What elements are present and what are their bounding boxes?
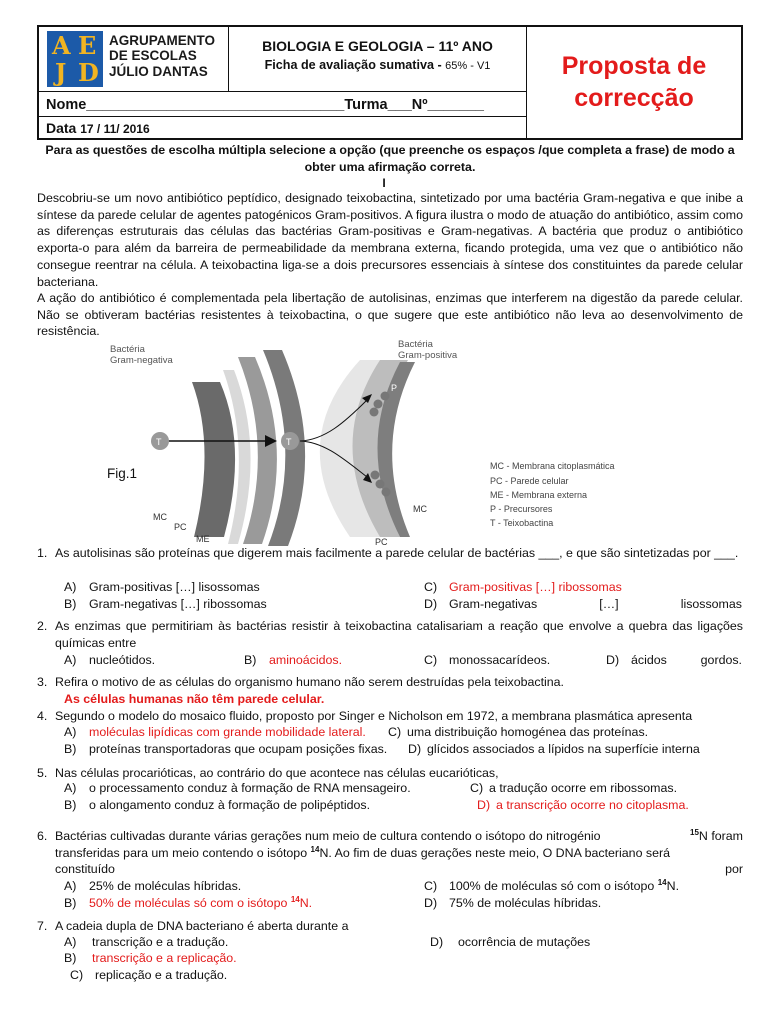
left-title-1: Bactéria xyxy=(110,344,145,355)
q4-number: 4. xyxy=(37,709,48,723)
question-6 xyxy=(37,828,743,878)
q1-option-a: A) Gram-positivas […] lisossomas xyxy=(64,580,260,594)
pc-label-left: PC xyxy=(174,522,187,532)
mc-label-right: MC xyxy=(413,504,427,514)
q2-option-b: B) aminoácidos. xyxy=(244,653,343,667)
q3-answer: As células humanas não têm parede celular. xyxy=(64,692,325,706)
q5-option-d: D) a transcrição ocorre no citoplasma. xyxy=(477,798,689,812)
logo-letter-d: D xyxy=(78,58,99,87)
question-3 xyxy=(37,674,743,691)
proposta-title: Proposta de correcção xyxy=(561,52,707,112)
header-box xyxy=(37,25,743,140)
mc-layer-left xyxy=(192,382,235,537)
date-field: Data 17 / 11/ 2016 xyxy=(39,117,527,138)
q5-option-b: B) o alongamento conduz à formação de polipéptidos. xyxy=(64,798,371,812)
figure-teixobactina xyxy=(110,332,670,547)
q6-text: Bactérias cultivadas durante várias gerações num meio de cultura contendo o isótopo do nitrogénio $^{15}$N foram transferidas para um meio contendo o isótopo $^{14}$N. Ao fim de duas gerações neste meio, O DNA bacteriano será constituído por xyxy=(55,827,743,877)
q6-option-d: D) 75% de moléculas híbridas. xyxy=(424,896,602,910)
figure-legend xyxy=(490,461,615,528)
question-1 xyxy=(37,545,743,562)
school-logo xyxy=(47,31,103,87)
pc-label-right: PC xyxy=(375,537,388,547)
q4-option-a: A) moléculas lipídicas com grande mobilidade lateral. xyxy=(64,725,366,739)
mc-label-left: MC xyxy=(153,512,167,522)
logo-letter-e: E xyxy=(78,31,97,60)
q2-option-a: A) nucleótidos. xyxy=(64,653,156,667)
q1-answer-c: Gram-positivas […] ribossomas xyxy=(449,580,622,594)
q4-option-c: C) uma distribuição homogénea das proteínas. xyxy=(388,725,649,739)
q5-answer-d: a transcrição ocorre no citoplasma. xyxy=(496,798,689,812)
legend-p: P - Precursores xyxy=(490,504,553,514)
p-label-bottom: P xyxy=(397,482,404,492)
logo-letter-j: J xyxy=(55,58,67,87)
q2-answer-b: aminoácidos. xyxy=(269,653,343,667)
school-logo-cell xyxy=(39,27,229,92)
form-title: Ficha de avaliação sumativa - 65% - V1 xyxy=(264,58,491,73)
q1-option-d: D) Gram-negativas […] lisossomas xyxy=(424,597,742,611)
q5-option-a: A) o processamento conduz à formação de RNA mensageiro. xyxy=(64,781,411,795)
q4-text: Segundo o modelo do mosaico fluido, proposto por Singer e Nicholson em 1972, a membrana plasmática apresenta xyxy=(55,709,693,723)
figure-label: Fig.1 xyxy=(107,466,138,481)
q7-number: 7. xyxy=(37,919,48,933)
q4-option-b: B) proteínas transportadoras que ocupam posições fixas. xyxy=(64,742,388,756)
q6-number: 6. xyxy=(37,829,48,843)
t-label-left: T xyxy=(156,437,162,447)
right-title-1: Bactéria xyxy=(398,339,433,350)
q2-option-c: C) monossacarídeos. xyxy=(424,653,551,667)
school-name: AGRUPAMENTO DE ESCOLAS JÚLIO DANTAS xyxy=(109,33,216,79)
q1-option-b: B) Gram-negativas […] ribossomas xyxy=(64,597,267,611)
intro-paragraph-1: Descobriu-se um novo antibiótico peptídico, designado teixobactina, sintetizado por uma bactéria Gram-negativa e que inibe a síntese da parede celular de agentes patogénicos Gram-positivos. A figura ilustra o modo de atuação do antibiótico, assim como as diferenças estruturais das células das bactérias Gram-positivas e Gram-negativas. A bactéria que produz o antibiótico exporta-o para além da barreira de permeabilidade da membrana externa, ficando protegida, uma vez que o antibiótico não consegue reentrar na célula. A teixobactina liga-se a dois precursores essenciais à síntese dos constituintes da parede celular bacteriana. xyxy=(37,191,743,289)
gram-positive-cell xyxy=(320,360,415,537)
q7-option-d: D) ocorrência de mutações xyxy=(430,935,591,949)
q5-number: 5. xyxy=(37,766,48,780)
group-numeral: I xyxy=(382,176,386,190)
subject-title: BIOLOGIA E GEOLOGIA – 11º ANO xyxy=(262,38,493,54)
q1-option-c: C) Gram-positivas […] ribossomas xyxy=(424,580,622,594)
q7-option-c: C) replicação e a tradução. xyxy=(70,968,228,982)
q1-number: 1. xyxy=(37,546,48,560)
legend-t: T - Teixobactina xyxy=(490,518,554,528)
q7-text: A cadeia dupla de DNA bacteriano é aberta durante a xyxy=(55,919,349,933)
name-field: Nome________________________________Turma___Nº_______ xyxy=(39,92,527,117)
q3-number: 3. xyxy=(37,675,48,689)
q6-option-c: C) 100% de moléculas só com o isótopo $^{14}$N. xyxy=(424,877,680,893)
me-label-left: ME xyxy=(196,534,210,544)
q3-text: Refira o motivo de as células do organismo humano não serem destruídas pela teixobactina. xyxy=(55,675,564,689)
q1-text: As autolisinas são proteínas que digerem mais facilmente a parede celular de bactérias ___, e que são sintetizadas por ___. xyxy=(55,546,739,560)
left-title-2: Gram-negativa xyxy=(110,355,173,366)
question-2 xyxy=(37,618,743,651)
q5-text: Nas células procarióticas, ao contrário do que acontece nas células eucarióticas, xyxy=(55,766,499,780)
legend-me: ME - Membrana externa xyxy=(490,490,588,500)
q2-number: 2. xyxy=(37,619,48,633)
right-title-2: Gram-positiva xyxy=(398,350,458,361)
q2-option-d: D) ácidos gordos. xyxy=(606,653,742,667)
q4-answer-a: moléculas lipídicas com grande mobilidade lateral. xyxy=(89,725,366,739)
q7-option-b: B) transcrição e a replicação. xyxy=(64,951,237,965)
q6-option-b: B) 50% de moléculas só com o isótopo $^{14}$N. xyxy=(64,894,313,910)
t-label-right: T xyxy=(286,437,292,447)
legend-mc: MC - Membrana citoplasmática xyxy=(490,461,615,471)
q2-text: As enzimas que permitiriam às bactérias resistir à teixobactina catalisariam a reação que envolve a quebra das ligações químicas entre xyxy=(55,619,743,650)
q4-option-d: D) glícidos associados a lípidos na superfície interna xyxy=(408,742,700,756)
p-label-top: P xyxy=(391,383,398,393)
intro-paragraph-2: A ação do antibiótico é complementada pela libertação de autolisinas, enzimas que interferem na digestão da parede celular. Não se obtiveram bactérias resistentes à teixobactina, o que sugere que este antibiótico não leva ao desenvolvimento de resistência. xyxy=(37,291,743,339)
q5-option-c: C) a tradução ocorre em ribossomas. xyxy=(470,781,678,795)
question-4 xyxy=(37,708,743,725)
title-cell xyxy=(229,27,527,92)
logo-letter-a: A xyxy=(52,31,71,60)
q7-answer-b: transcrição e a replicação. xyxy=(92,951,237,965)
question-7 xyxy=(37,918,743,935)
q6-option-a: A) 25% de moléculas híbridas. xyxy=(64,879,242,893)
legend-pc: PC - Parede celular xyxy=(490,476,569,486)
q6-answer-b: 50% de moléculas só com o isótopo $^{14}$N. xyxy=(89,894,313,910)
instructions: Para as questões de escolha múltipla selecione a opção (que preenche os espaços /que completa a frase) de modo a obter uma afirmação correta. xyxy=(45,143,735,174)
q7-option-a: A) transcrição e a tradução. xyxy=(64,935,229,949)
